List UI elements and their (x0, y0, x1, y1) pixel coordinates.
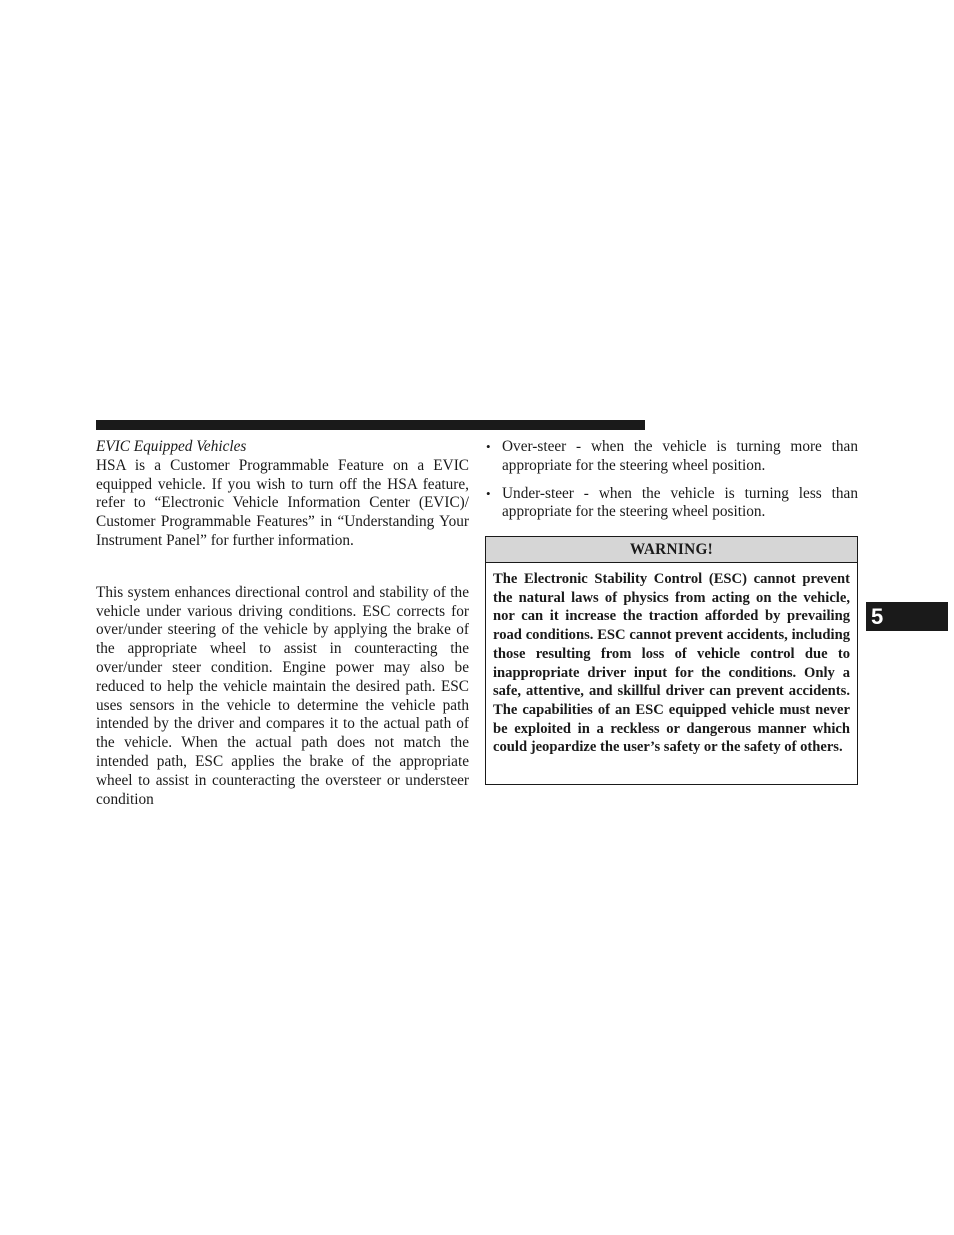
chapter-tab (866, 602, 948, 631)
steer-bullet-list (485, 438, 858, 522)
section-top-rule (96, 420, 645, 430)
warning-box (485, 536, 858, 785)
bullet-icon: • (486, 485, 491, 501)
paragraph-gap (96, 551, 469, 584)
bullet-text-understeer: Under-steer - when the vehicle is turning less than appropriate for the steering wheel position. (502, 484, 858, 521)
hsa-paragraph: HSA is a Customer Programmable Feature on a EVIC equipped vehicle. If you wish to turn off the HSA feature, refer to “Electronic Vehicle Information Center (EVIC)/ Customer Programmable Features” in “Understanding Your Instrument Panel” for further information. (96, 456, 469, 549)
evic-heading: EVIC Equipped Vehicles (96, 438, 247, 455)
bullet-text-oversteer: Over-steer - when the vehicle is turning more than appropriate for the steering wheel position. (502, 438, 858, 474)
chapter-number: 5 (871, 604, 884, 629)
right-column (485, 438, 858, 531)
esc-paragraph: This system enhances directional control and stability of the vehicle under various driving conditions. ESC corrects for over/under steering of the vehicle by applying the brake of the appropriate wheel to assist in counteracting the over/under steer condition. Engine power may also be reduced to help the vehicle maintain the desired path. ESC uses sensors in the vehicle to determine the vehicle path intended by the driver and compares it to the actual path of the vehicle. When the actual path does not match the intended path, ESC applies the brake of the appropriate wheel to assist in counteracting the oversteer or understeer condition (96, 583, 469, 808)
left-column (96, 438, 469, 809)
list-item (485, 438, 858, 476)
warning-text: The Electronic Stability Control (ESC) cannot prevent the natural laws of physics from acting on the vehicle, nor can it increase the traction afforded by prevailing road conditions. ESC cannot prevent accidents, including those resulting from loss of vehicle control due to inappropriate driver input for the conditions. Only a safe, attentive, and skillful driver can prevent accidents. The capabilities of an ESC equipped vehicle must never be exploited in a reckless or dangerous manner which could jeopardize the user’s safety or the safety of others. (493, 571, 850, 756)
bullet-icon: • (486, 439, 491, 454)
list-item (485, 485, 858, 523)
warning-title: WARNING! (486, 537, 857, 563)
